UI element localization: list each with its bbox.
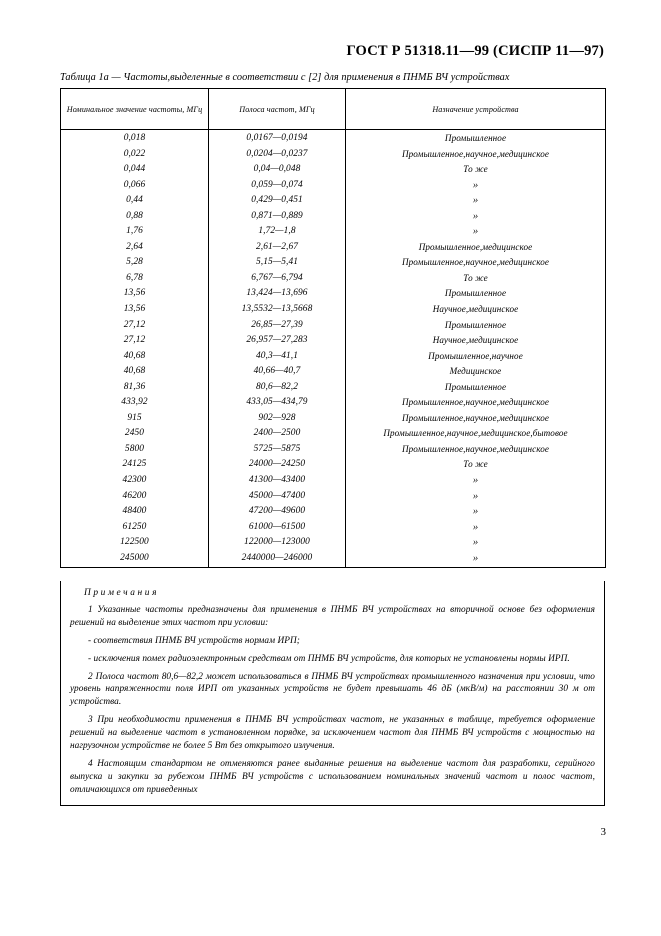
- table-row: [61, 380, 606, 396]
- cell-device-purpose: »: [346, 504, 606, 520]
- cell-device-purpose: »: [346, 551, 606, 568]
- cell-device-purpose: »: [346, 473, 606, 489]
- cell-nominal-frequency: 61250: [61, 520, 209, 536]
- cell-device-purpose: »: [346, 224, 606, 240]
- table-row: [61, 255, 606, 271]
- note-paragraph: 4 Настоящим стандартом не отменяются ранее выданные решения на выделение частот для разработки, серийного выпуска и закупки за рубежом ПНМБ ВЧ устройств с использованием номинальных значений частот и полос частот, отличающихся от приведенных: [70, 758, 595, 795]
- table-row: [61, 473, 606, 489]
- table-row: [61, 551, 606, 568]
- page-number: 3: [600, 826, 606, 838]
- cell-nominal-frequency: 42300: [61, 473, 209, 489]
- cell-frequency-band: 26,957—27,283: [209, 333, 346, 349]
- note-paragraph: 3 При необходимости применения в ПНМБ ВЧ устройствах частот, не указанных в таблице, требуется оформление решений на выделение частот в установленном порядке, за исключением частот для ПНМБ ВЧ устройств с мощностью на нагрузочном устройстве не более 5 Вт без открытого излучения.: [70, 715, 595, 752]
- cell-nominal-frequency: 245000: [61, 551, 209, 568]
- cell-nominal-frequency: 2,64: [61, 240, 209, 256]
- cell-nominal-frequency: 0,44: [61, 193, 209, 209]
- cell-nominal-frequency: 0,022: [61, 147, 209, 163]
- cell-frequency-band: 0,871—0,889: [209, 209, 346, 225]
- cell-nominal-frequency: 0,018: [61, 130, 209, 147]
- table-row: [61, 224, 606, 240]
- cell-device-purpose: То же: [346, 457, 606, 473]
- notes-block: [60, 581, 605, 806]
- note-paragraph: - исключения помех радиоэлектронным средствам от ПНМБ ВЧ устройств, для которых не установлены нормы ИРП.: [88, 653, 570, 664]
- table-row: [61, 162, 606, 178]
- cell-device-purpose: Научное,медицинское: [346, 302, 606, 318]
- cell-nominal-frequency: 122500: [61, 535, 209, 551]
- table-row: [61, 130, 606, 147]
- cell-device-purpose: Медицинское: [346, 364, 606, 380]
- table-row: [61, 333, 606, 349]
- table-row: [61, 411, 606, 427]
- table-row: [61, 535, 606, 551]
- table-row: [61, 442, 606, 458]
- cell-device-purpose: Промышленное,научное,медицинское: [346, 411, 606, 427]
- table-header-row: [61, 89, 606, 130]
- cell-nominal-frequency: 6,78: [61, 271, 209, 287]
- cell-device-purpose: Промышленное: [346, 380, 606, 396]
- cell-nominal-frequency: 27,12: [61, 318, 209, 334]
- table-row: [61, 209, 606, 225]
- cell-nominal-frequency: 81,36: [61, 380, 209, 396]
- cell-device-purpose: »: [346, 209, 606, 225]
- cell-frequency-band: 24000—24250: [209, 457, 346, 473]
- table-row: [61, 395, 606, 411]
- table-header: [61, 89, 606, 130]
- cell-frequency-band: 41300—43400: [209, 473, 346, 489]
- table-row: [61, 364, 606, 380]
- cell-nominal-frequency: 0,066: [61, 178, 209, 194]
- cell-frequency-band: 2440000—246000: [209, 551, 346, 568]
- cell-frequency-band: 1,72—1,8: [209, 224, 346, 240]
- note-paragraph: 2 Полоса частот 80,6—82,2 может использоваться в ПНМБ ВЧ устройствах промышленного назначения при условии, что уровень напряженности поля ИРП от указанных устройств не будет превышать 46 дБ (мкВ/м) на расстоянии 30 м от устройства.: [70, 671, 595, 708]
- cell-frequency-band: 902—928: [209, 411, 346, 427]
- table-row: [61, 520, 606, 536]
- cell-nominal-frequency: 5,28: [61, 255, 209, 271]
- cell-frequency-band: 13,424—13,696: [209, 286, 346, 302]
- cell-frequency-band: 2,61—2,67: [209, 240, 346, 256]
- cell-nominal-frequency: 40,68: [61, 364, 209, 380]
- table-row: [61, 240, 606, 256]
- cell-nominal-frequency: 48400: [61, 504, 209, 520]
- cell-frequency-band: 0,0204—0,0237: [209, 147, 346, 163]
- table-row: [61, 271, 606, 287]
- cell-nominal-frequency: 433,92: [61, 395, 209, 411]
- document-running-header: ГОСТ Р 51318.11—99 (СИСПР 11—97): [346, 43, 604, 59]
- column-header-frequency-band: Полоса частот, МГц: [209, 89, 346, 130]
- cell-frequency-band: 433,05—434,79: [209, 395, 346, 411]
- table-row: [61, 426, 606, 442]
- cell-nominal-frequency: 46200: [61, 489, 209, 505]
- cell-frequency-band: 40,66—40,7: [209, 364, 346, 380]
- cell-frequency-band: 2400—2500: [209, 426, 346, 442]
- note-paragraph: 1 Указанные частоты предназначены для применения в ПНМБ ВЧ устройствах на вторичной основе без оформления решений на выделение этих частот при условии:: [70, 604, 595, 628]
- cell-nominal-frequency: 13,56: [61, 302, 209, 318]
- cell-device-purpose: »: [346, 178, 606, 194]
- cell-nominal-frequency: 5800: [61, 442, 209, 458]
- cell-frequency-band: 5,15—5,41: [209, 255, 346, 271]
- column-header-device-purpose: Назначение устройства: [346, 89, 606, 130]
- cell-nominal-frequency: 2450: [61, 426, 209, 442]
- cell-frequency-band: 0,0167—0,0194: [209, 130, 346, 147]
- cell-device-purpose: Промышленное,научное: [346, 349, 606, 365]
- cell-frequency-band: 45000—47400: [209, 489, 346, 505]
- cell-frequency-band: 6,767—6,794: [209, 271, 346, 287]
- cell-frequency-band: 5725—5875: [209, 442, 346, 458]
- cell-device-purpose: Промышленное,научное,медицинское: [346, 255, 606, 271]
- column-header-nominal-frequency: Номинальное значение частоты, МГц: [61, 89, 209, 130]
- cell-device-purpose: Промышленное: [346, 318, 606, 334]
- cell-nominal-frequency: 0,044: [61, 162, 209, 178]
- table-row: [61, 178, 606, 194]
- note-paragraph: - соответствия ПНМБ ВЧ устройств нормам ИРП;: [88, 635, 300, 646]
- cell-device-purpose: Промышленное: [346, 130, 606, 147]
- cell-device-purpose: »: [346, 535, 606, 551]
- table-row: [61, 489, 606, 505]
- table-row: [61, 504, 606, 520]
- table-body: [61, 130, 606, 568]
- table-row: [61, 457, 606, 473]
- cell-frequency-band: 13,5532—13,5668: [209, 302, 346, 318]
- cell-frequency-band: 26,85—27,39: [209, 318, 346, 334]
- cell-frequency-band: 0,059—0,074: [209, 178, 346, 194]
- table-row: [61, 349, 606, 365]
- table-row: [61, 147, 606, 163]
- cell-nominal-frequency: 24125: [61, 457, 209, 473]
- cell-frequency-band: 0,429—0,451: [209, 193, 346, 209]
- cell-device-purpose: То же: [346, 271, 606, 287]
- cell-device-purpose: »: [346, 520, 606, 536]
- cell-frequency-band: 80,6—82,2: [209, 380, 346, 396]
- cell-nominal-frequency: 40,68: [61, 349, 209, 365]
- cell-device-purpose: Промышленное,научное,медицинское: [346, 442, 606, 458]
- cell-nominal-frequency: 1,76: [61, 224, 209, 240]
- table-row: [61, 193, 606, 209]
- frequency-allocation-table: [60, 88, 606, 568]
- cell-device-purpose: Научное,медицинское: [346, 333, 606, 349]
- table-caption: Таблица 1а — Частоты,выделенные в соответствии с [2] для применения в ПНМБ ВЧ устройствах: [60, 72, 510, 83]
- cell-frequency-band: 47200—49600: [209, 504, 346, 520]
- table-row: [61, 302, 606, 318]
- cell-device-purpose: »: [346, 489, 606, 505]
- cell-device-purpose: Промышленное,научное,медицинское: [346, 395, 606, 411]
- cell-device-purpose: »: [346, 193, 606, 209]
- cell-device-purpose: Промышленное: [346, 286, 606, 302]
- table-row: [61, 318, 606, 334]
- cell-device-purpose: Промышленное,научное,медицинское: [346, 147, 606, 163]
- cell-nominal-frequency: 915: [61, 411, 209, 427]
- table-row: [61, 286, 606, 302]
- cell-frequency-band: 61000—61500: [209, 520, 346, 536]
- cell-nominal-frequency: 13,56: [61, 286, 209, 302]
- cell-device-purpose: Промышленное,научное,медицинское,бытовое: [346, 426, 606, 442]
- cell-nominal-frequency: 0,88: [61, 209, 209, 225]
- notes-title: Примечания: [84, 588, 160, 598]
- cell-device-purpose: То же: [346, 162, 606, 178]
- notes-list: [70, 604, 595, 797]
- cell-device-purpose: Промышленное,медицинское: [346, 240, 606, 256]
- cell-nominal-frequency: 27,12: [61, 333, 209, 349]
- cell-frequency-band: 0,04—0,048: [209, 162, 346, 178]
- cell-frequency-band: 40,3—41,1: [209, 349, 346, 365]
- cell-frequency-band: 122000—123000: [209, 535, 346, 551]
